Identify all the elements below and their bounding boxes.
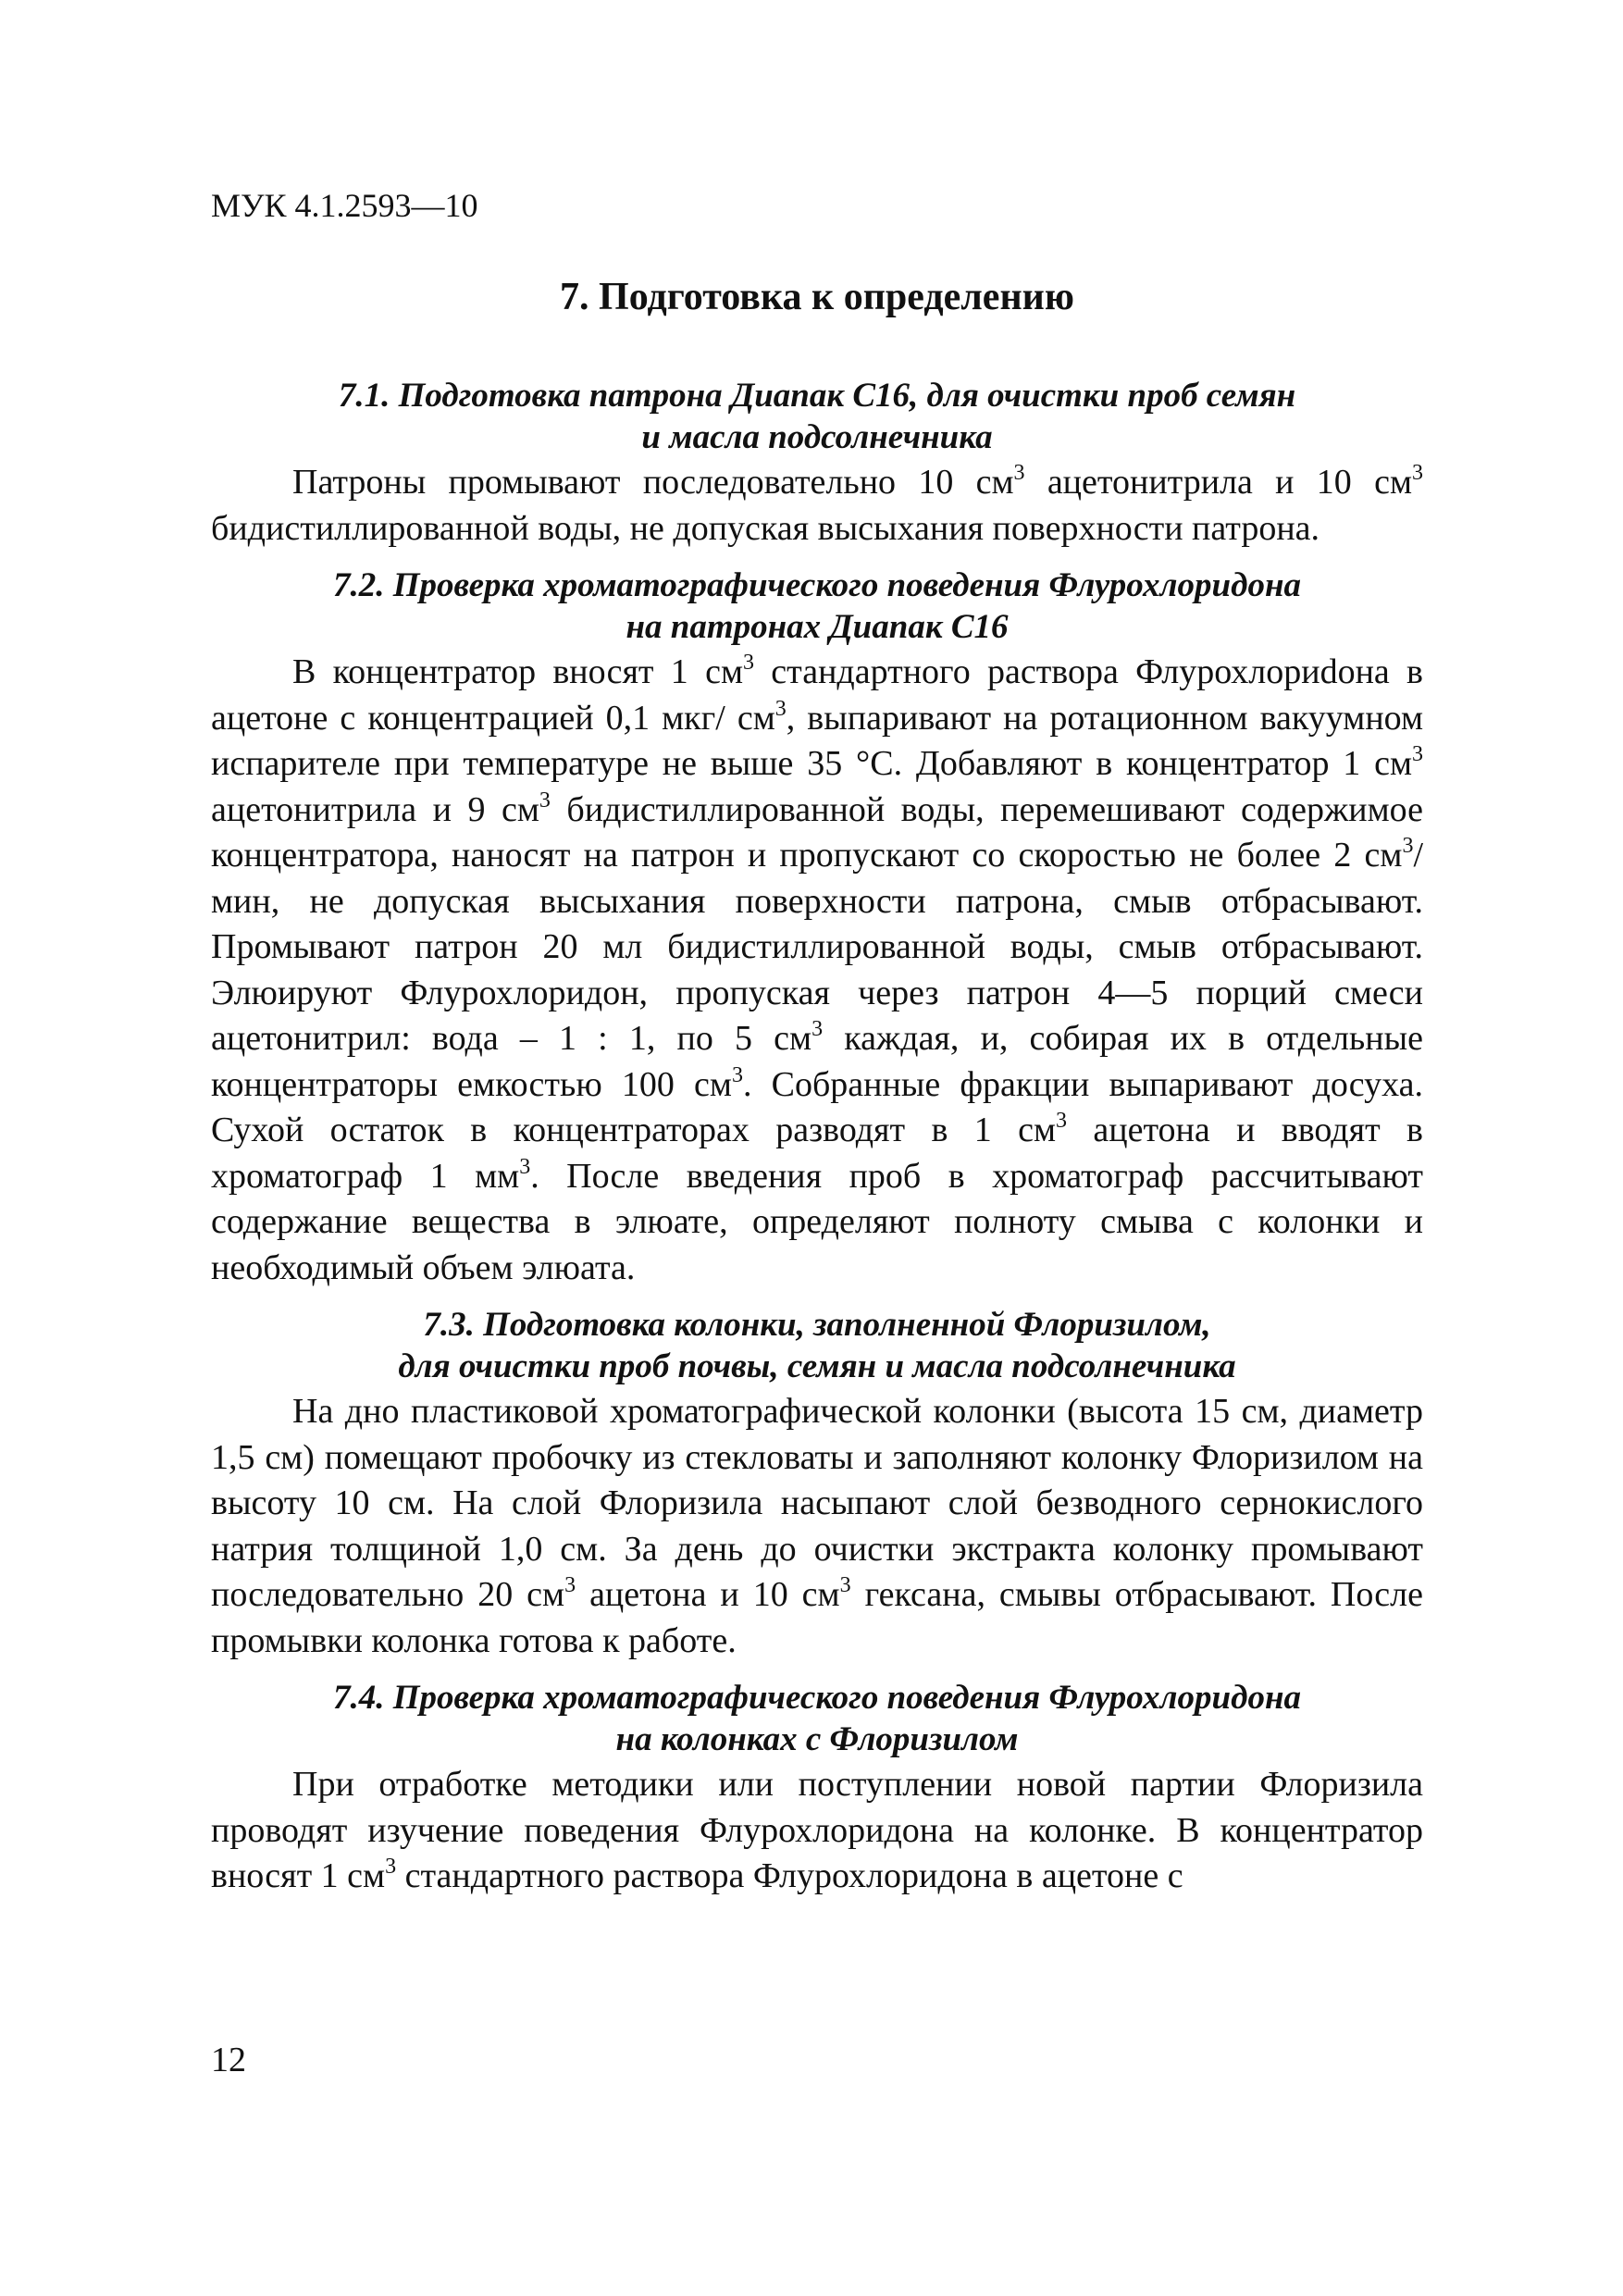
paragraph-text: бидистиллированной воды, перемешивают содержимое концентратора, наносят на патрон и пропускают со скоростью не более 2 см: [211, 789, 1423, 875]
paragraph-text: . Собранные фракции выпаривают досуха. Сухой остаток в концентраторах разводят в 1 см: [211, 1064, 1423, 1149]
section-title: 7. Подготовка к определению: [560, 276, 1074, 318]
subsection-title: [211, 1677, 1423, 1760]
paragraph: [211, 460, 1423, 552]
superscript: 3: [1412, 742, 1423, 766]
paragraph: [211, 650, 1423, 1291]
superscript: 3: [385, 1855, 397, 1879]
superscript: 3: [1402, 834, 1414, 858]
paragraph-text: ацетонитрила и 10 см: [1024, 463, 1412, 502]
superscript: 3: [1013, 461, 1025, 485]
paragraph-text: /мин, не допуская высыхания поверхности патрона, смыв отбрасывают. Промывают патрон 20 мл бидистиллированной воды, смыв отбрасывают. Элюируют Флурохлоридон, пропуская через патрон 4—5 порций смеси ацетонитрил: вода – 1 : 1, по 5 см: [211, 836, 1423, 1058]
paragraph-text: ацетона и 10 см: [576, 1575, 840, 1614]
superscript: 3: [774, 696, 787, 721]
subsection-title-line: для очистки проб почвы, семян и масла подсолнечника: [398, 1347, 1236, 1385]
paragraph-text: ацетона и вводят в хроматограф 1 мм: [211, 1111, 1423, 1196]
paragraph-text: Патроны промывают последовательно 10 см: [292, 463, 1014, 502]
superscript: 3: [519, 1154, 531, 1179]
subsection-title: [211, 375, 1423, 458]
subsection-title: [211, 565, 1423, 648]
subsection: [211, 1304, 1423, 1664]
paragraph: [211, 1389, 1423, 1664]
subsection-title-line: 7.1. Подготовка патрона Диапак С16, для очистки проб семян: [338, 377, 1296, 415]
paragraph: [211, 1762, 1423, 1900]
document-code: МУК 4.1.2593—10: [211, 187, 478, 224]
subsection: [211, 1677, 1423, 1900]
paragraph-text: бидистиллированной воды, не допуская высыхания поверхности патрона.: [211, 508, 1320, 548]
paragraph-text: При отработке методики или поступлении новой партии Флоризила проводят изучение поведения Флурохлоридона на колонке. В концентратор вносят 1 см: [211, 1765, 1423, 1895]
superscript: 3: [1056, 1109, 1068, 1133]
subsection: [211, 375, 1423, 552]
superscript: 3: [539, 788, 551, 813]
page-number: 12: [211, 2041, 246, 2079]
paragraph-text: В концентратор вносят 1 см: [292, 652, 743, 691]
superscript: 3: [731, 1062, 743, 1087]
subsection-title-line: на патронах Диапак С16: [626, 608, 1009, 646]
subsection-title-line: 7.2. Проверка хроматографического поведения Флурохлоридона: [332, 566, 1301, 604]
body-column: [211, 375, 1423, 1900]
subsection-title-line: и масла подсолнечника: [641, 418, 993, 456]
paragraph-text: стандартного раствора Флурохлориdона в ацетоне с концентрацией 0,1 мкг/ см: [211, 652, 1423, 738]
superscript: 3: [743, 651, 754, 675]
paragraph-text: ацетонитрила и 9 см: [211, 789, 539, 829]
subsection-title: [211, 1304, 1423, 1387]
paragraph-text: каждая, и, собирая их в отдельные концентраторы емкостью 100 см: [211, 1019, 1423, 1104]
paragraph-text: . После введения проб в хроматограф рассчитывают содержание вещества в элюате, определяют полноту смыва с колонки и необходимый объем элюата.: [211, 1156, 1423, 1287]
paragraph-text: , выпаривают на ротационном вакуумном испарителе при температуре не выше 35 °С. Добавляют в концентратор 1 см: [211, 698, 1424, 783]
paragraph-text: гексана, смывы отбрасывают. После промывки колонка готова к работе.: [211, 1575, 1424, 1660]
subsection-title-line: на колонках с Флоризилом: [615, 1720, 1019, 1758]
subsection-title-line: 7.3. Подготовка колонки, заполненной Флоризилом,: [423, 1306, 1211, 1344]
superscript: 3: [839, 1573, 851, 1597]
superscript: 3: [1412, 461, 1423, 485]
paragraph-text: стандартного раствора Флурохлоридона в ацетоне с: [396, 1856, 1183, 1895]
paragraph-text: На дно пластиковой хроматографической колонки (высота 15 см, диаметр 1,5 см) помещают пробочку из стекловаты и заполняют колонку Флоризилом на высоту 10 см. На слой Флоризила насыпают слой безводного сернокислого натрия толщиной 1,0 см. За день до очистки экстракта колонку промывают последовательно 20 см: [211, 1392, 1423, 1614]
superscript: 3: [564, 1573, 576, 1597]
subsection-title-line: 7.4. Проверка хроматографического поведения Флурохлоридона: [332, 1679, 1301, 1717]
subsection: [211, 565, 1423, 1291]
superscript: 3: [812, 1017, 824, 1041]
